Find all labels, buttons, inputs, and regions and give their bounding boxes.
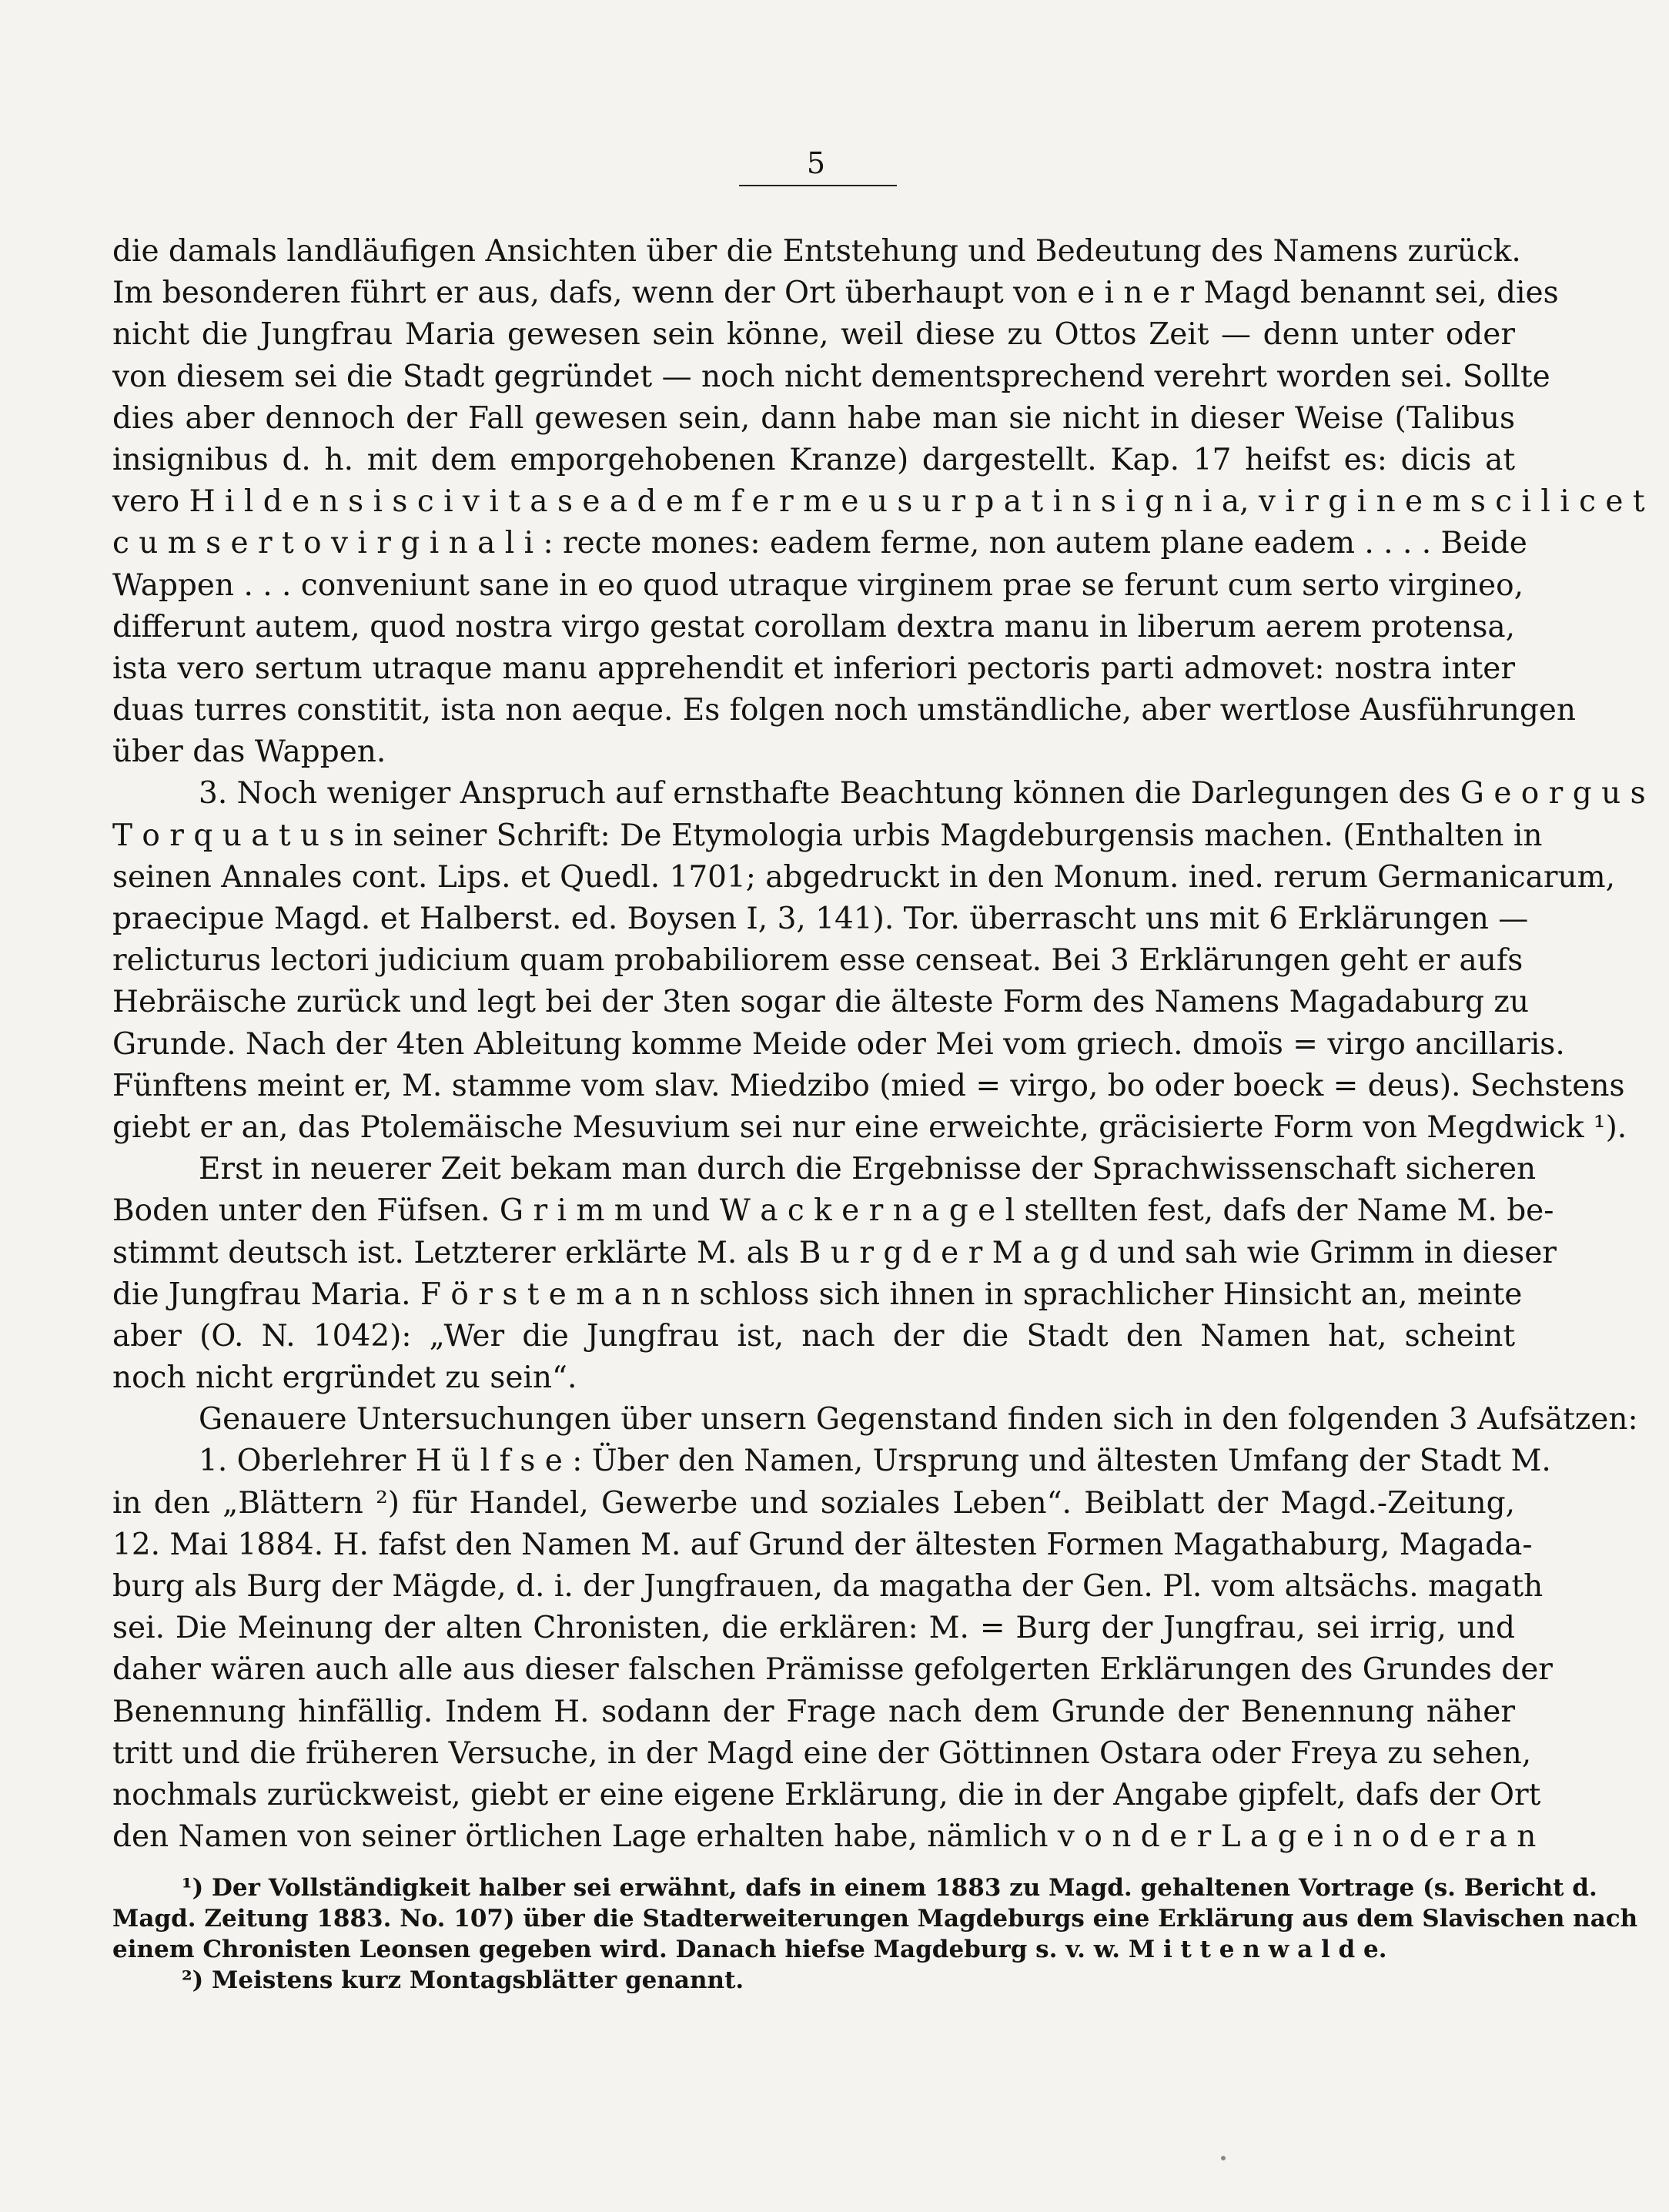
text-line: praecipue Magd. et Halberst. ed. Boysen I, 3, 141). Tor. überrascht uns mit 6 Erklärungen — [112,902,1529,936]
footnote-line: ¹) Der Vollständigkeit halber sei erwähnt, dafs in einem 1883 zu Magd. gehaltenen Vortrage (s. Bericht d. [182,1874,1597,1902]
text-line: Im besonderen führt er aus, dafs, wenn der Ort überhaupt von e i n e r Magd benannt sei, dies [112,276,1559,311]
text-line: 3. Noch weniger Anspruch auf ernsthafte Beachtung können die Darlegungen des G e o r g u s [199,776,1646,812]
text-line: duas turres constitit, ista non aeque. Es folgen noch umständliche, aber wertlose Ausführungen [112,693,1576,728]
text-line: den Namen von seiner örtlichen Lage erhalten habe, nämlich v o n d e r L a g e i n o d e r a n [112,1819,1537,1855]
paper-speck [1221,2156,1226,2160]
text-line: 1. Oberlehrer H ü l f s e : Über den Namen, Ursprung und ältesten Umfang der Stadt M. [199,1444,1551,1479]
text-line: Boden unter den Füfsen. G r i m m und W a c k e r n a g e l stellten fest, dafs der Name M. be- [112,1193,1554,1229]
footnote-line: ²) Meistens kurz Montagsblätter genannt. [182,1966,744,1994]
text-line: c u m s e r t o v i r g i n a l i : recte mones: eadem ferme, non autem plane eadem . . . . Beide [112,526,1527,561]
footnote-line: Magd. Zeitung 1883. No. 107) über die Stadterweiterungen Magdeburgs eine Erklärung aus dem Slavischen nach [112,1905,1638,1933]
text-line: aber (O. N. 1042): „Wer die Jungfrau ist, nach der die Stadt den Namen hat, scheint [112,1318,1515,1354]
text-line: Benennung hinfällig. Indem H. sodann der Frage nach dem Grunde der Benennung näher [112,1694,1515,1729]
text-line: burg als Burg der Mägde, d. i. der Jungfrauen, da magatha der Gen. Pl. vom altsächs. magath [112,1569,1544,1604]
text-line: vero H i l d e n s i s c i v i t a s e a d e m f e r m e u s u r p a t i n s i g n i a, v i r g i n e m s c i l i c e t [112,484,1645,520]
text-line: Wappen . . . conveniunt sane in eo quod utraque virginem prae se ferunt cum serto virgineo, [112,567,1524,603]
text-line: Genauere Untersuchungen über unsern Gegenstand finden sich in den folgenden 3 Aufsätzen: [199,1402,1638,1437]
text-line: tritt und die früheren Versuche, in der Magd eine der Göttinnen Ostara oder Freya zu sehen, [112,1735,1532,1771]
text-line: relicturus lectori judicium quam probabiliorem esse censeat. Bei 3 Erklärungen geht er aufs [112,943,1524,979]
text-line: daher wären auch alle aus dieser falschen Prämisse gefolgerten Erklärungen des Grundes der [112,1652,1553,1688]
text-line: T o r q u a t u s in seiner Schrift: De Etymologia urbis Magdeburgensis machen. (Enthalten in [112,818,1543,853]
text-line: giebt er an, das Ptolemäische Mesuvium sei nur eine erweichte, gräcisierte Form von Megdwick ¹). [112,1109,1627,1145]
text-line: 12. Mai 1884. H. fafst den Namen M. auf Grund der ältesten Formen Magathaburg, Magada- [112,1527,1533,1562]
footnotes [112,1872,1638,1996]
text-line: Grunde. Nach der 4ten Ableitung komme Meide oder Mei vom griech. dmoïs = virgo ancillaris. [112,1026,1565,1062]
text-line: dies aber dennoch der Fall gewesen sein, dann habe man sie nicht in dieser Weise (Talibus [112,400,1515,436]
text-line: Erst in neuerer Zeit bekam man durch die Ergebnisse der Sprachwissenschaft sicheren [199,1152,1537,1187]
page-number-rule [739,185,897,186]
text-line: stimmt deutsch ist. Letzterer erklärte M. als B u r g d e r M a g d und sah wie Grimm in dieser [112,1235,1557,1270]
text-line: von diesem sei die Stadt gegründet — noch nicht dementsprechend verehrt worden sei. Sollte [112,359,1550,394]
text-line: nochmals zurückweist, giebt er eine eigene Erklärung, die in der Angabe gipfelt, dafs der Ort [112,1777,1541,1812]
text-line: seinen Annales cont. Lips. et Quedl. 1701; abgedruckt in den Monum. ined. rerum Germanicarum, [112,859,1616,895]
footnote-line: einem Chronisten Leonsen gegeben wird. Danach hiefse Magdeburg s. v. w. M i t t e n w a l d e. [112,1936,1387,1963]
text-line: insignibus d. h. mit dem emporgehobenen Kranze) dargestellt. Kap. 17 heifst es: dicis at [112,442,1515,477]
text-line: differunt autem, quod nostra virgo gestat corollam dextra manu in liberum aerem protensa, [112,609,1515,644]
text-line: nicht die Jungfrau Maria gewesen sein könne, weil diese zu Ottos Zeit — denn unter oder [112,317,1515,353]
text-line: sei. Die Meinung der alten Chronisten, die erklären: M. = Burg der Jungfrau, sei irrig, und [112,1611,1515,1646]
text-line: in den „Blättern ²) für Handel, Gewerbe und soziales Leben“. Beiblatt der Magd.-Zeitung, [112,1485,1515,1521]
text-line: über das Wappen. [112,735,386,770]
text-line: Hebräische zurück und legt bei der 3ten sogar die älteste Form des Namens Magadaburg zu [112,985,1529,1020]
page-number: 5 [806,146,826,180]
text-line: Fünftens meint er, M. stamme vom slav. Miedzibo (mied = virgo, bo oder boeck = deus). Sechstens [112,1068,1625,1103]
text-line: die damals landläufigen Ansichten über die Entstehung und Bedeutung des Namens zurück. [112,234,1521,269]
body-text [112,231,1646,1900]
text-line: noch nicht ergründet zu sein“. [112,1360,577,1396]
text-line: ista vero sertum utraque manu apprehendit et inferiori pectoris parti admovet: nostra inter [112,651,1515,686]
text-line: die Jungfrau Maria. F ö r s t e m a n n schloss sich ihnen in sprachlicher Hinsicht an, meinte [112,1277,1523,1312]
